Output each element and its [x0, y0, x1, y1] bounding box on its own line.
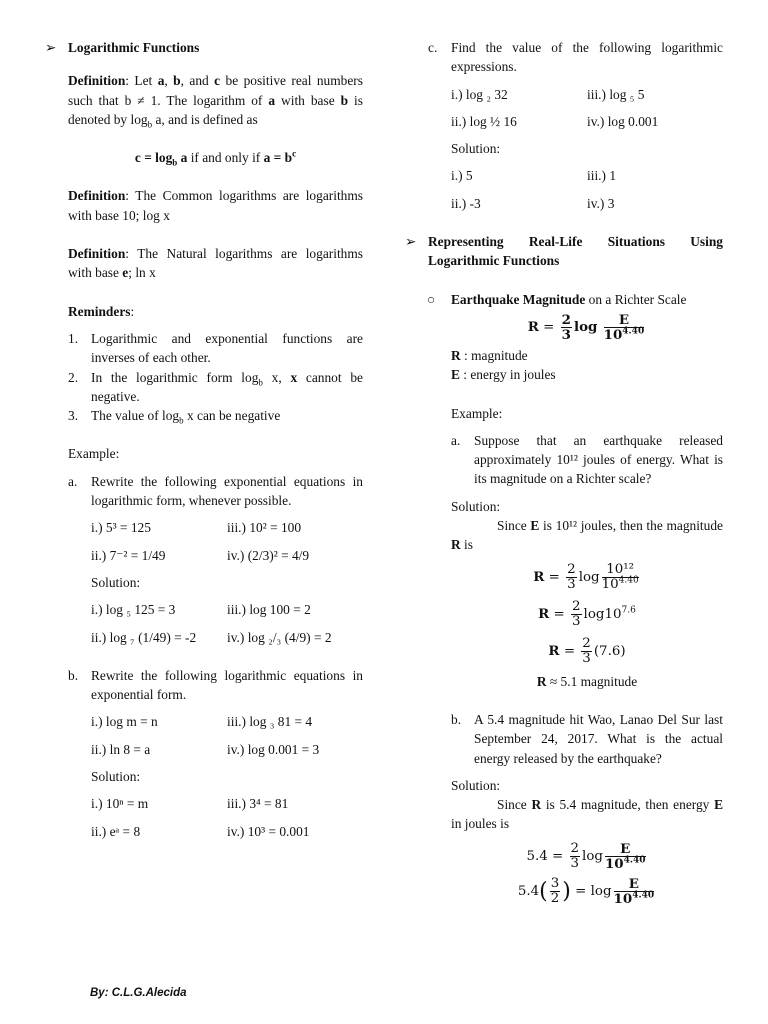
definition-natural-log: Definition: The Natural logarithms are logarithms with base e; ln x — [68, 246, 363, 281]
example-a-question: a. Suppose that an earthquake released approximately 10¹² joules of energy. What is its magnitude on a Richter scale? — [451, 432, 723, 487]
richter-formula: R = $\frac{2}{3}$ log $\frac{E}{10^{4.40}}$ — [527, 311, 645, 343]
example-label: Example: — [68, 446, 120, 462]
solution-label: Solution: — [91, 574, 141, 590]
subsection-heading: ○ Earthquake Magnitude on a Richter Scale — [405, 290, 723, 309]
solution-label: Solution: — [451, 141, 501, 157]
list-item: i.) log m = n iii.) log ₃ 81 = 4 — [91, 714, 313, 730]
reminders-label: Reminders: — [68, 303, 135, 319]
solution-text: Since E is 10¹² joules, then the magnitude R is — [451, 518, 723, 553]
list-item: i.) log ₂ 32 iii.) log ₅ 5 — [451, 86, 645, 102]
list-item: i.) log ₅ 125 = 3 iii.) log 100 = 2 — [91, 602, 311, 618]
solution-label: Solution: — [451, 498, 501, 514]
author-footer: By: C.L.G.Alecida — [90, 987, 187, 999]
variable-definition: R : magnitude — [451, 347, 528, 363]
solution-label: Solution: — [451, 777, 501, 793]
solution-step: R = $\frac{2}{3}$ log $\frac{\text{10¹²}}{10^{4.40}}$ — [533, 561, 639, 592]
circle-bullet-icon: ○ — [427, 291, 436, 307]
list-item: ii.) log ½ 16 iv.) log 0.001 — [451, 113, 659, 129]
list-item: 1. Logarithmic and exponential functions are inverses of each other. — [68, 330, 363, 366]
list-item: i.) 10ⁿ = m iii.) 3⁴ = 81 — [91, 796, 289, 812]
list-item: 3. The value of $\log_b x$ can be negative — [68, 408, 281, 426]
list-item: i.) 5 iii.) 1 — [451, 168, 617, 184]
solution-step: R = $\frac{2}{3}$ $\log 10^{7.6}$ — [538, 598, 636, 629]
solution-step: R = $\frac{2}{3}$ (7.6) — [548, 635, 626, 666]
list-item: ii.) log ₇ (1/49) = -2 iv.) log ₂/₃ (4/9) = 2 — [91, 629, 332, 645]
right-column — [405, 38, 723, 906]
solution-step: 5.4( $\frac{3}{2}$ ) = log $\frac{E}{10^{4.40}}$ — [517, 875, 655, 907]
list-item: 2. In the logarithmic form $\log_b x$, x cannot be negative. — [68, 369, 363, 404]
section-heading: ➢ Logarithmic Functions — [45, 38, 363, 57]
log-definition-formula: $c = \log_b a$ if and only if $a = b^c$ — [134, 148, 297, 168]
definition-common-log: Definition: The Common logarithms are logarithms with base 10; log x — [68, 188, 363, 223]
reminders-list — [45, 329, 363, 425]
arrow-bullet-icon: ➢ — [45, 40, 57, 55]
definition-logarithm: Definition: Let a, b, and c be positive real numbers such that b ≠ 1. The logarithm of a with base b is denoted by $\log_b a$, and is defined as — [68, 73, 363, 130]
list-item: ii.) eᵃ = 8 iv.) 10³ = 0.001 — [91, 823, 310, 839]
solution-label: Solution: — [91, 769, 141, 785]
list-item: ii.) 7⁻² = 1/49 iv.) (2/3)² = 4/9 — [91, 547, 310, 563]
list-item: ii.) -3 iv.) 3 — [451, 195, 615, 211]
solution-text: Since R is 5.4 magnitude, then energy E in joules is — [451, 797, 723, 832]
example-label: Example: — [451, 405, 503, 421]
left-column — [45, 38, 363, 841]
solution-step: 5.4 = $\frac{2}{3}$ log $\frac{E}{10^{4.40}}$ — [526, 840, 646, 872]
solution-answer: R ≈ 5.1 magnitude — [536, 673, 638, 689]
example-c: c. Find the value of the following logarithmic expressions. i.) log ₂ 32 iii.) log ₅ 5 ii.) log ½ 16 iv.) log 0.001 Solution: i.) 5 iii.) 1 ii.) -3 iv.) 3 — [405, 38, 723, 213]
list-item: ii.) ln 8 = a iv.) log 0.001 = 3 — [91, 741, 320, 757]
variable-definition: E : energy in joules — [451, 367, 556, 383]
list-item: i.) 5³ = 125 iii.) 10² = 100 — [91, 520, 302, 536]
example-b: b. Rewrite the following logarithmic equations in exponential form. i.) log m = n iii.) log ₃ 81 = 4 ii.) ln 8 = a iv.) log 0.001 = 3 Solution: i.) 10ⁿ = m iii.) 3⁴ = 81 ii.) eᵃ = 8 iv.) 10³ = 0.001 — [45, 666, 363, 841]
arrow-bullet-icon: ➢ — [405, 234, 417, 250]
section-heading: ➢ Representing Real-Life Situations Using Logarithmic Functions — [405, 234, 723, 269]
example-b-question: b. A 5.4 magnitude hit Wao, Lanao Del Sur last September 24, 2017. What is the actual energy released by the earthquake? — [451, 711, 723, 766]
example-a: a. Rewrite the following exponential equations in logarithmic form, whenever possible. i.) 5³ = 125 iii.) 10² = 100 ii.) 7⁻² = 1/49 iv.) (2/3)² = 4/9 Solution: i.) log ₅ 125 = 3 iii.) log 100 = 2 ii.) log ₇ (1/49) = -2 iv.) log ₂/₃ (4/9) = 2 — [45, 472, 363, 647]
